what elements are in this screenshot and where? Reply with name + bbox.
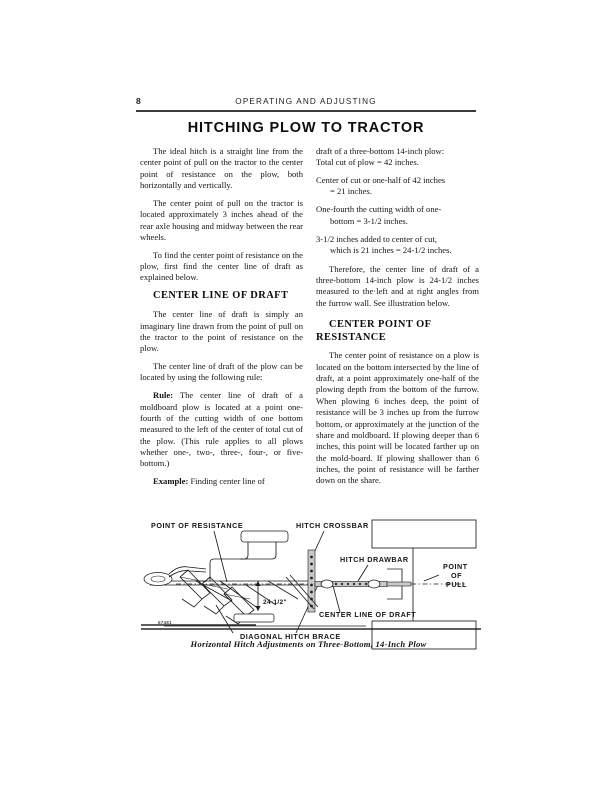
leader-point-of-resistance — [214, 531, 227, 582]
paragraph: Therefore, the center line of draft of a three-bottom 14-inch plow is 24-1/2 inches measured to the·left and at right angles from the furrow wall. See illustration below. — [316, 263, 479, 308]
plow-hitch-plate — [241, 531, 288, 542]
plow-beam-3 — [246, 585, 276, 605]
label-point-of-pull-line3: PULL — [446, 580, 467, 589]
landside-shoe — [234, 614, 274, 622]
calc-line: = 21 inches. — [330, 186, 372, 197]
standard-riser-bracket — [210, 542, 248, 581]
rolling-coulter — [144, 573, 172, 586]
rule-lead-in: Rule: — [153, 390, 174, 401]
tractor-drawbar — [387, 582, 411, 586]
page-number: 8 — [136, 96, 141, 106]
label-hitch-crossbar: HITCH CROSSBAR — [296, 521, 369, 530]
figure-code: 67481 — [158, 620, 172, 625]
paragraph: The center point of pull on the tractor is located approximately 3 inches ahead of the rear axle housing and midway between the rear wheels. — [140, 197, 303, 242]
dimension-arrowhead-top — [255, 581, 260, 586]
plow-beam-4 — [268, 581, 298, 599]
label-point-of-pull-line2: OF — [451, 571, 463, 580]
label-dimension-24-and-half-inches: 24-1/2" — [263, 599, 287, 606]
drawbar-clevis — [321, 580, 333, 588]
label-point-of-pull-line1: POINT — [443, 562, 468, 571]
example-body: Finding center line of — [188, 476, 265, 487]
example-lead-in: Example: — [153, 476, 189, 487]
section-heading-center-line-of-draft: CENTER LINE OF DRAFT — [153, 290, 289, 302]
calc-line: 3-1/2 inches added to center of cut, — [316, 234, 437, 245]
coulter-arm-lower — [169, 571, 206, 577]
leader-hitch-drawbar — [358, 565, 368, 581]
rule-paragraph — [140, 390, 303, 469]
running-head — [136, 96, 476, 112]
paragraph: The ideal hitch is a straight line from the center point of pull on the tractor to the center point of resistance on the plow, both horizontally and vertically. — [140, 146, 303, 191]
continuation-text: draft of a three-bottom 14-inch plow: — [316, 146, 445, 156]
figure-caption: Horizontal Hitch Adjustments on Three-Bottom, 14-Inch Plow — [190, 639, 427, 649]
paragraph: The center point of resistance on a plow is located on the bottom intersected by the line of draft, at a point approximately one-half of the plowing depth from the bottom of the furrow. When plowing 6 inches deep, the point of resistance will be 3 inches up from the furrow bottom, or approximately at the junction of the share and moldboard. If plowing deeper than 6 inches, this point will be located farther up on the mold-board. If plowing shallower than 6 inches, the point of resistance will be farther down on the share. — [316, 350, 479, 486]
drawbar-hitch-pin-collar — [368, 580, 380, 588]
plow-bottom-front — [180, 570, 210, 607]
label-center-line-of-draft: CENTER LINE OF DRAFT — [319, 610, 417, 619]
leader-hitch-crossbar — [314, 531, 324, 553]
paragraph: To find the center point of resistance on the plow, first find the center line of draft as explained below. — [140, 249, 303, 283]
paragraph: The center line of draft of the plow can be located by using the following rule: — [140, 361, 303, 383]
rule-body: The center line of draft of a moldboard plow is located at a point one-fourth of the cutting width of one bottom measured to the left of the center of total cut of the plow. (This rule applies to all plows whether one-, two-, three-, four-, or five-bottom.) — [140, 390, 303, 469]
calc-line: One-fourth the cutting width of one- — [316, 204, 442, 215]
running-head-title: OPERATING AND ADJUSTING — [235, 97, 377, 106]
label-hitch-drawbar: HITCH DRAWBAR — [340, 555, 409, 564]
calc-block — [316, 175, 479, 198]
section-heading-center-point-of-resistance: CENTER POINT OF RESISTANCE — [316, 319, 432, 343]
calc-line: which is 21 inches = 24-1/2 inches. — [330, 245, 452, 256]
leader-point-of-pull — [424, 575, 439, 581]
calc-line: bottom = 3-1/2 inches. — [330, 215, 408, 226]
label-diagonal-hitch-brace: DIAGONAL HITCH BRACE — [240, 632, 341, 641]
calc-block — [316, 234, 479, 257]
riser-crossbrace — [240, 542, 276, 559]
example-paragraph — [140, 476, 303, 487]
label-point-of-resistance: POINT OF RESISTANCE — [151, 521, 244, 530]
calc-block — [316, 204, 479, 227]
calc-line: Center of cut or one-half of 42 inches — [316, 174, 446, 185]
right-column — [316, 146, 479, 487]
calc-line: Total cut of plow = 42 inches. — [316, 157, 419, 168]
left-column — [140, 146, 303, 488]
dimension-arrowhead-bottom — [255, 606, 260, 611]
paragraph: The center line of draft is simply an imaginary line drawn from the point of pull on the tractor to the point of resistance on the plow. — [140, 309, 303, 354]
continuation-line — [316, 146, 479, 169]
header-rule — [136, 110, 476, 112]
tractor-body-upper — [372, 520, 476, 548]
page-title: HITCHING PLOW TO TRACTOR — [187, 120, 425, 136]
